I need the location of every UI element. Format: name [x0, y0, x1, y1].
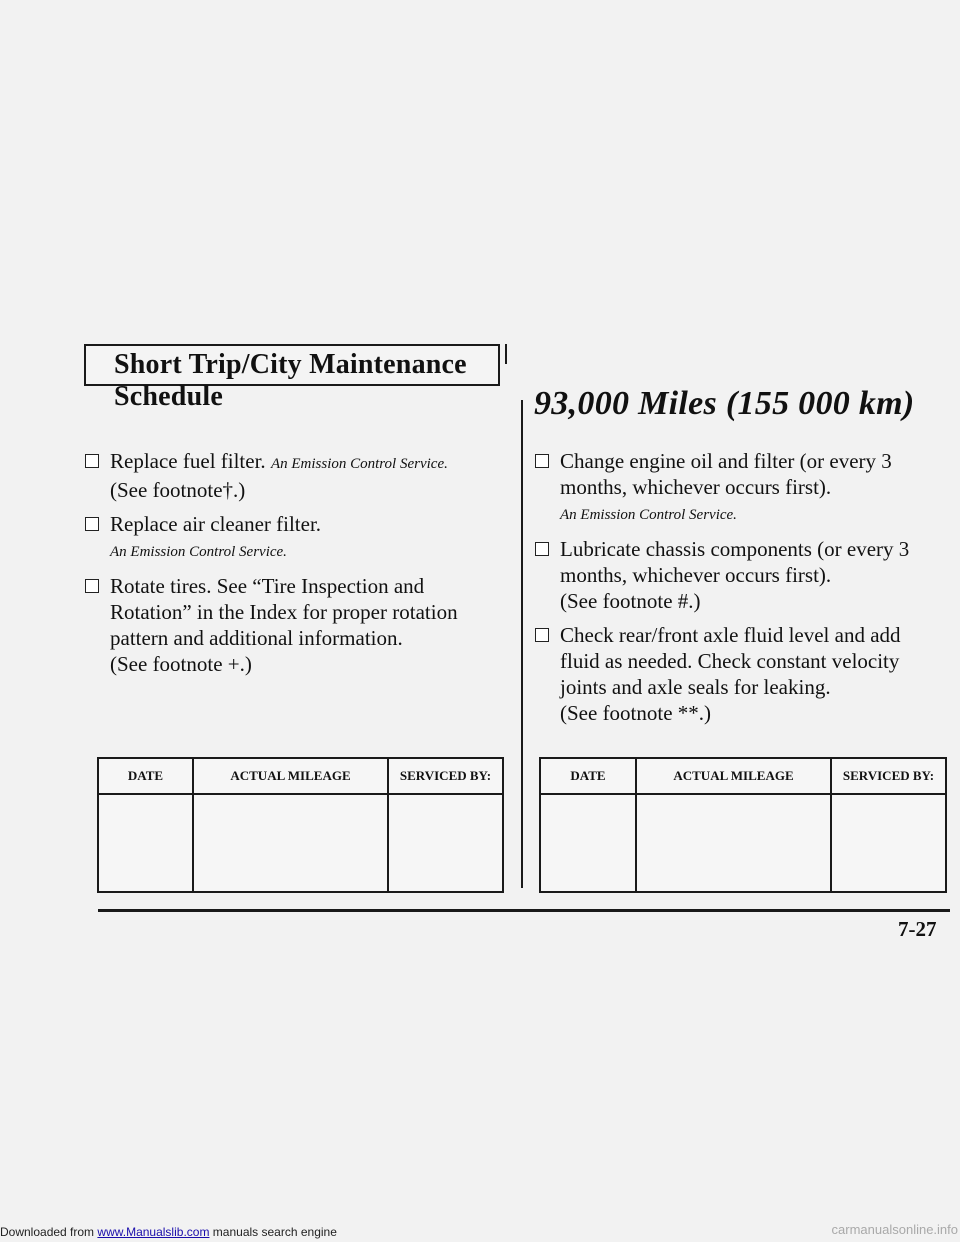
- left-checklist: [84, 448, 504, 685]
- checkbox-icon[interactable]: [85, 579, 99, 593]
- service-log-table-left: [97, 757, 504, 893]
- header-date: DATE: [540, 758, 636, 794]
- service-log-table-right: [539, 757, 947, 893]
- mileage-cell[interactable]: [193, 794, 388, 892]
- checkbox-icon[interactable]: [535, 628, 549, 642]
- checklist-item-axle-fluid: Check rear/front axle fluid level and add fluid as needed. Check constant velocity joints and axle seals for leaking. (See footnote **.): [534, 622, 924, 726]
- footnote-ref: (See footnote†.): [110, 478, 246, 502]
- serviced-by-cell[interactable]: [388, 794, 503, 892]
- page-number: 7-27: [898, 917, 937, 941]
- watermark: carmanualsonline.info: [831, 1222, 958, 1237]
- serviced-by-cell[interactable]: [831, 794, 946, 892]
- emission-note: An Emission Control Service.: [110, 544, 287, 560]
- date-cell[interactable]: [540, 794, 636, 892]
- checkbox-icon[interactable]: [535, 542, 549, 556]
- mileage-heading: 93,000 Miles (155 000 km): [534, 385, 915, 422]
- header-serviced-by: SERVICED BY:: [388, 758, 503, 794]
- footnote-ref: (See footnote #.): [560, 589, 701, 613]
- header-actual-mileage: ACTUAL MILEAGE: [636, 758, 831, 794]
- checklist-item-change-oil: Change engine oil and filter (or every 3 months, whichever occurs first). An Emission Control Service.: [534, 448, 924, 528]
- header-actual-mileage: ACTUAL MILEAGE: [193, 758, 388, 794]
- footnote-ref: (See footnote +.): [110, 652, 252, 676]
- emission-note: An Emission Control Service.: [270, 456, 448, 472]
- checklist-item-lubricate-chassis: Lubricate chassis components (or every 3 months, whichever occurs first). (See footnote #.): [534, 536, 924, 614]
- header-serviced-by: SERVICED BY:: [831, 758, 946, 794]
- bottom-rule: [98, 909, 950, 912]
- download-footer: Downloaded from www.Manualslib.com manuals search engine: [0, 1225, 337, 1239]
- column-divider: [521, 400, 523, 888]
- header-date: DATE: [98, 758, 193, 794]
- footnote-ref: (See footnote **.): [560, 701, 712, 725]
- mileage-cell[interactable]: [636, 794, 831, 892]
- checklist-item-air-filter: Replace air cleaner filter. An Emission Control Service.: [84, 511, 504, 565]
- section-title: Short Trip/City Maintenance Schedule: [114, 349, 467, 412]
- checklist-item-fuel-filter: Replace fuel filter. An Emission Control Service. (See footnote†.): [84, 448, 504, 503]
- manualslib-link[interactable]: www.Manualslib.com: [97, 1225, 210, 1239]
- checkbox-icon[interactable]: [535, 454, 549, 468]
- emission-note: An Emission Control Service.: [560, 507, 737, 523]
- checklist-item-rotate-tires: Rotate tires. See “Tire Inspection and Rotation” in the Index for proper rotation pattern and additional information. (See footnote +.): [84, 573, 504, 677]
- checkbox-icon[interactable]: [85, 517, 99, 531]
- right-checklist: [534, 448, 924, 734]
- date-cell[interactable]: [98, 794, 193, 892]
- checkbox-icon[interactable]: [85, 454, 99, 468]
- section-header: [84, 344, 500, 412]
